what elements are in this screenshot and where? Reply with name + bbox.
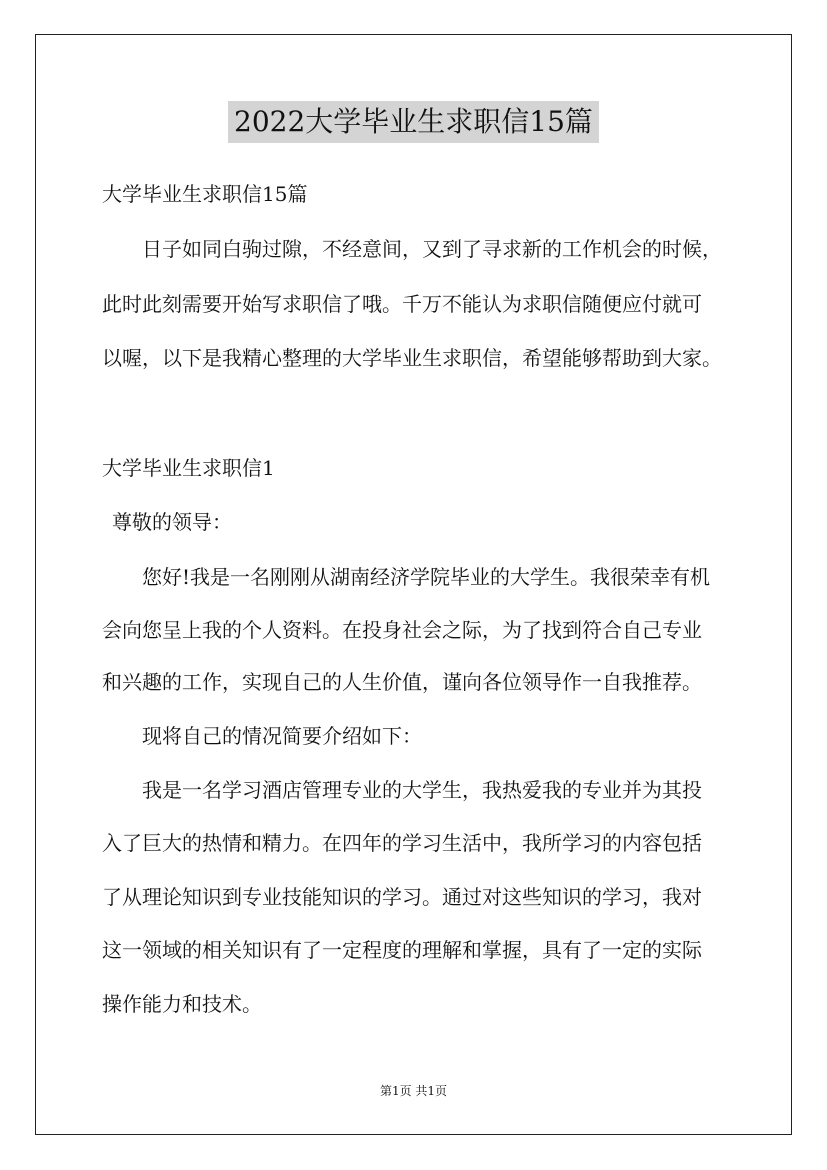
- title-container: [0, 101, 827, 143]
- paragraph3-line-1: 我是一名学习酒店管理专业的大学生，我热爱我的专业并为其投: [142, 778, 702, 802]
- paragraph3-line-3: 了从理论知识到专业技能知识的学习。通过对这些知识的学习，我对: [102, 885, 702, 909]
- document-title: 2022大学毕业生求职信15篇: [228, 101, 599, 143]
- paragraph3-line-5: 操作能力和技术。: [102, 992, 262, 1016]
- intro-line-3: 以喔，以下是我精心整理的大学毕业生求职信，希望能够帮助到大家。: [102, 346, 722, 370]
- paragraph1-line-1: 您好!我是一名刚刚从湖南经济学院毕业的大学生。我很荣幸有机: [142, 565, 711, 589]
- section-heading: 大学毕业生求职信1: [102, 456, 275, 480]
- document-subtitle: 大学毕业生求职信15篇: [102, 182, 308, 206]
- paragraph1-line-3: 和兴趣的工作，实现自己的人生价值，谨向各位领导作一自我推荐。: [102, 670, 702, 694]
- intro-line-2: 此时此刻需要开始写求职信了哦。千万不能认为求职信随便应付就可: [102, 292, 702, 316]
- page-footer: 第1页 共1页: [379, 1084, 448, 1098]
- salutation: 尊敬的领导：: [112, 510, 232, 534]
- paragraph2-line-1: 现将自己的情况简要介绍如下：: [142, 724, 422, 748]
- paragraph3-line-2: 入了巨大的热情和精力。在四年的学习生活中，我所学习的内容包括: [102, 831, 702, 855]
- intro-line-1: 日子如同白驹过隙，不经意间，又到了寻求新的工作机会的时候，: [142, 237, 722, 261]
- paragraph3-line-4: 这一领域的相关知识有了一定程度的理解和掌握，具有了一定的实际: [102, 938, 702, 962]
- paragraph1-line-2: 会向您呈上我的个人资料。在投身社会之际，为了找到符合自己专业: [102, 618, 702, 642]
